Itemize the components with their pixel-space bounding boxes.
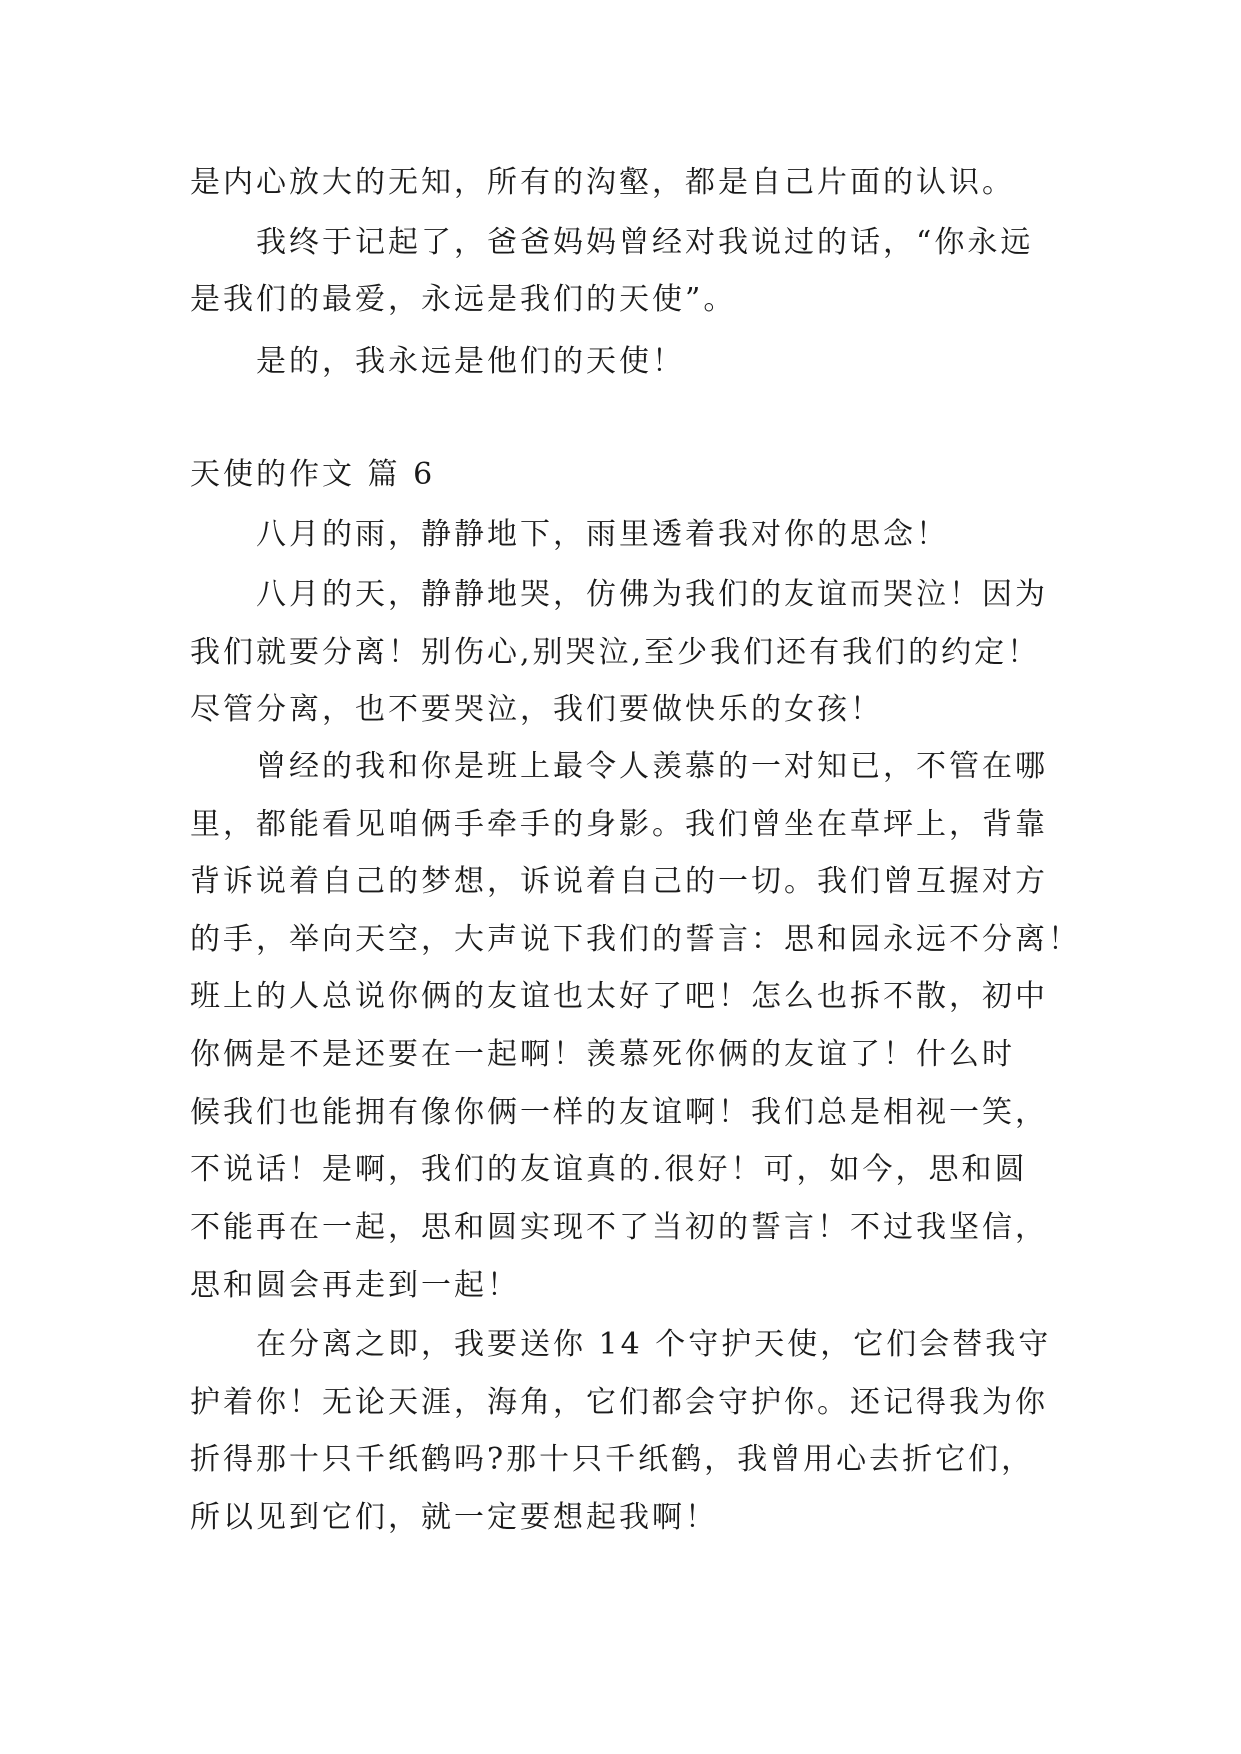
text-line: 候我们也能拥有像你俩一样的友谊啊！我们总是相视一笑， <box>190 1095 1048 1130</box>
text-line: 的手，举向天空，大声说下我们的誓言：思和园永远不分离！ <box>190 922 1081 957</box>
text-line: 不能再在一起，思和圆实现不了当初的誓言！不过我坚信， <box>190 1210 1048 1245</box>
text-line: 里，都能看见咱俩手牵手的身影。我们曾坐在草坪上，背靠 <box>190 807 1048 842</box>
text-line: 在分离之即，我要送你 14 个守护天使，它们会替我守 <box>256 1327 1052 1362</box>
text-line: 是的，我永远是他们的天使！ <box>256 344 685 379</box>
text-line: 折得那十只千纸鹤吗?那十只千纸鹤，我曾用心去折它们， <box>190 1442 1035 1477</box>
text-line: 班上的人总说你俩的友谊也太好了吧！怎么也拆不散，初中 <box>190 979 1048 1014</box>
text-line: 尽管分离，也不要哭泣，我们要做快乐的女孩！ <box>190 692 883 727</box>
text-line: 我们就要分离！别伤心,别哭泣,至少我们还有我们的约定！ <box>190 635 1041 670</box>
text-line: 思和圆会再走到一起！ <box>190 1268 520 1303</box>
text-line: 我终于记起了，爸爸妈妈曾经对我说过的话，“你永远 <box>256 225 1034 260</box>
text-line: 你俩是不是还要在一起啊！羡慕死你俩的友谊了！什么时 <box>190 1037 1015 1072</box>
text-line: 八月的雨，静静地下，雨里透着我对你的思念！ <box>256 517 949 552</box>
text-line: 是我们的最爱，永远是我们的天使”。 <box>190 282 737 317</box>
text-line: 所以见到它们，就一定要想起我啊！ <box>190 1500 718 1535</box>
section-heading: 天使的作文 篇 6 <box>190 457 436 492</box>
text-line: 护着你！无论天涯，海角，它们都会守护你。还记得我为你 <box>190 1385 1048 1420</box>
text-line: 背诉说着自己的梦想，诉说着自己的一切。我们曾互握对方 <box>190 864 1048 899</box>
text-line: 曾经的我和你是班上最令人羡慕的一对知已，不管在哪 <box>256 749 1048 784</box>
text-line: 是内心放大的无知，所有的沟壑，都是自己片面的认识。 <box>190 165 1015 200</box>
text-line: 八月的天，静静地哭，仿佛为我们的友谊而哭泣！因为 <box>256 577 1048 612</box>
text-line: 不说话！是啊，我们的友谊真的.很好！可，如今，思和圆 <box>190 1152 1028 1187</box>
